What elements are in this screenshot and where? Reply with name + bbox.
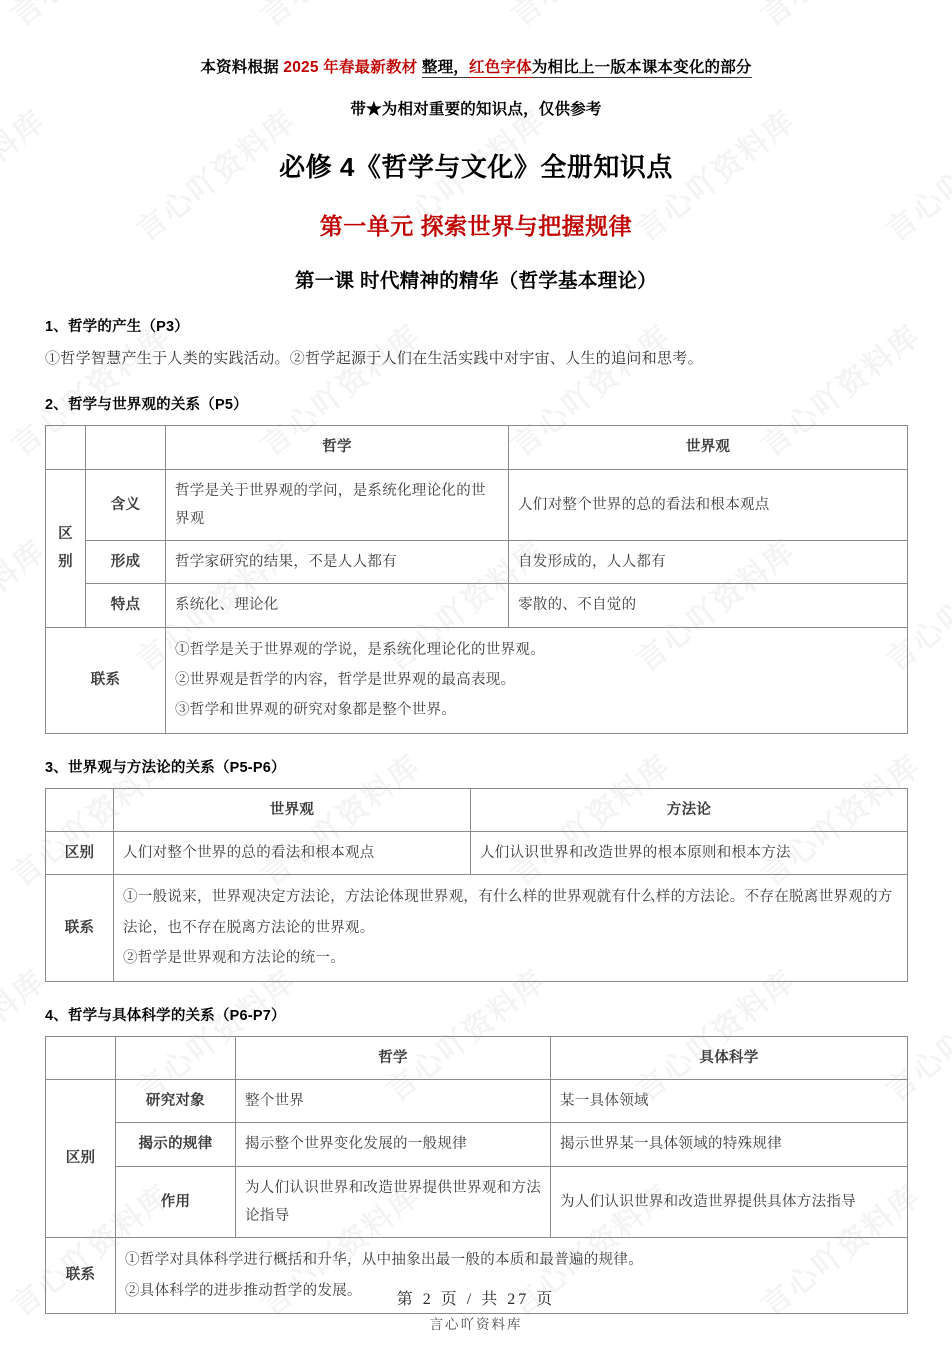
- group-label-line-2: 别: [58, 554, 73, 571]
- group-label-difference: [46, 469, 86, 627]
- table-row: [46, 469, 908, 541]
- corner-cell-empty: [46, 1036, 116, 1079]
- table-row: [46, 832, 908, 875]
- list-item: ②哲学是世界观和方法论的统一。: [123, 950, 345, 967]
- footer-brand: 言心吖资料库: [429, 1317, 523, 1332]
- list-item: ②具体科学的进步推动哲学的发展。: [125, 1282, 362, 1299]
- column-header-philosophy: 哲学: [236, 1036, 551, 1079]
- page-number: 第 2 页 / 共 27 页: [396, 1291, 556, 1308]
- list-item: ①哲学对具体科学进行概括和升华，从中抽象出最一般的本质和最普遍的规律。: [125, 1252, 643, 1269]
- section-heading-4: 4、哲学与具体科学的关系（P6-P7）: [45, 1007, 286, 1024]
- notice-text-a: 本资料根据: [200, 59, 279, 76]
- notice-line-1: [45, 0, 907, 77]
- column-header-worldview: 世界观: [114, 788, 471, 831]
- notice-text-b: 整理，: [421, 59, 470, 76]
- document-title: 必修 4《哲学与文化》全册知识点: [279, 152, 673, 182]
- cell-feature-philosophy: 系统化、理论化: [166, 584, 509, 627]
- cell-connection-list: [166, 627, 908, 733]
- column-header-philosophy: 哲学: [166, 426, 509, 469]
- cell-formation-philosophy: 哲学家研究的结果，不是人人都有: [166, 541, 509, 584]
- section-heading-1: 1、哲学的产生（P3）: [45, 319, 189, 335]
- unit-title: 第一单元 探索世界与把握规律: [319, 213, 633, 239]
- cell-research-object-science: 某一具体领域: [551, 1080, 908, 1123]
- table-row: [46, 541, 908, 584]
- cell-revealed-law-science: 揭示世界某一具体领域的特殊规律: [551, 1123, 908, 1166]
- corner-cell-empty-2: [116, 1036, 236, 1079]
- table-row: [46, 1166, 908, 1238]
- section-paragraph-1: ①哲学智慧产生于人类的实践活动。②哲学起源于人们在生活实践中对宇宙、人生的追问和思考。: [45, 351, 703, 367]
- row-label-feature: 特点: [86, 584, 166, 627]
- table-row: [46, 1036, 908, 1079]
- table-row: [46, 584, 908, 627]
- cell-difference-methodology: 人们认识世界和改造世界的根本原则和根本方法: [471, 832, 908, 875]
- cell-function-science: 为人们认识世界和改造世界提供具体方法指导: [551, 1166, 908, 1238]
- table-philosophy-science: [45, 1036, 908, 1314]
- notice-text-red: 2025 年春最新教材: [283, 59, 418, 76]
- cell-connection-list: [114, 875, 908, 981]
- group-label-line-1: 区: [58, 525, 73, 542]
- row-label-difference: 区别: [46, 832, 114, 875]
- cell-meaning-worldview: 人们对整个世界的总的看法和根本观点: [509, 469, 908, 541]
- notice-text-red-underline: 红色字体: [469, 59, 532, 76]
- cell-function-philosophy: 为人们认识世界和改造世界提供世界观和方法论指导: [236, 1166, 551, 1238]
- row-label-revealed-law: 揭示的规律: [116, 1123, 236, 1166]
- table-row: [46, 1080, 908, 1123]
- list-item: ③哲学和世界观的研究对象都是整个世界。: [175, 702, 457, 719]
- row-label-connection: 联系: [46, 875, 114, 981]
- section-heading-2: 2、哲学与世界观的关系（P5）: [45, 397, 248, 414]
- section-heading-3: 3、世界观与方法论的关系（P5-P6）: [45, 759, 286, 776]
- group-label-connection: 联系: [46, 627, 166, 733]
- cell-difference-worldview: 人们对整个世界的总的看法和根本观点: [114, 832, 471, 875]
- column-header-methodology: 方法论: [471, 788, 908, 831]
- row-label-research-object: 研究对象: [116, 1080, 236, 1123]
- table-row: [46, 875, 908, 981]
- table-worldview-methodology: [45, 788, 908, 982]
- row-label-formation: 形成: [86, 541, 166, 584]
- cell-revealed-law-philosophy: 揭示整个世界变化发展的一般规律: [236, 1123, 551, 1166]
- cell-research-object-philosophy: 整个世界: [236, 1080, 551, 1123]
- list-item: ①一般说来，世界观决定方法论，方法论体现世界观，有什么样的世界观就有什么样的方法论。不存在脱离世界观的方法论，也不存在脱离方法论的世界观。: [123, 889, 893, 936]
- row-label-meaning: 含义: [86, 469, 166, 541]
- corner-cell-empty: [46, 426, 86, 469]
- row-label-function: 作用: [116, 1166, 236, 1238]
- connection-list: [123, 882, 898, 973]
- column-header-specific-science: 具体科学: [551, 1036, 908, 1079]
- list-item: ①哲学是关于世界观的学说，是系统化理论化的世界观。: [175, 641, 545, 658]
- connection-list: [175, 635, 898, 726]
- notice-line-2: 带★为相对重要的知识点，仅供参考: [350, 101, 602, 118]
- corner-cell-empty-2: [86, 426, 166, 469]
- table-philosophy-worldview: [45, 425, 908, 734]
- table-row: [46, 1123, 908, 1166]
- corner-cell-empty: [46, 788, 114, 831]
- cell-feature-worldview: 零散的、不自觉的: [509, 584, 908, 627]
- cell-meaning-philosophy: 哲学是关于世界观的学问，是系统化理论化的世界观: [166, 469, 509, 541]
- lesson-title: 第一课 时代精神的精华（哲学基本理论）: [294, 270, 658, 292]
- group-label-connection: 联系: [46, 1238, 116, 1314]
- cell-formation-worldview: 自发形成的，人人都有: [509, 541, 908, 584]
- table-row: [46, 788, 908, 831]
- group-label-difference: 区别: [46, 1080, 116, 1238]
- table-row: [46, 627, 908, 733]
- page-footer: [0, 1286, 952, 1333]
- list-item: ②世界观是哲学的内容，哲学是世界观的最高表现。: [175, 672, 516, 689]
- table-row: [46, 426, 908, 469]
- column-header-worldview: 世界观: [509, 426, 908, 469]
- notice-text-c: 为相比上一版本课本变化的部分: [531, 59, 752, 76]
